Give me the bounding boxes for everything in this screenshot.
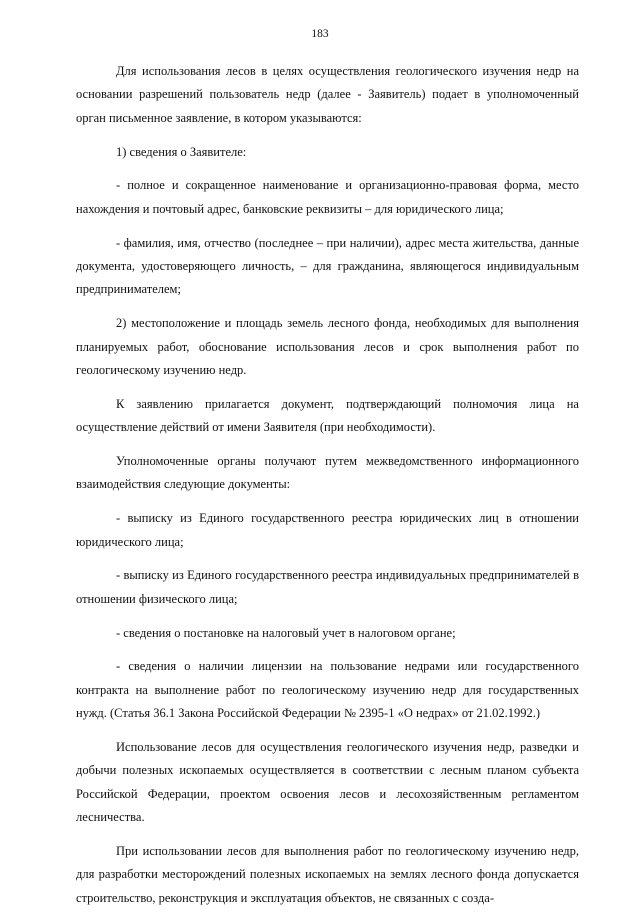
page-number: 183 xyxy=(311,28,329,40)
paragraph-application-intro: Для использования лесов в целях осуществления геологического изучения недр на основании разрешений пользователь недр (далее - Заявитель) подает в уполномоченный орган письменное заявление, в котором указываются: xyxy=(76,64,579,125)
paragraph-legal-entity-register-extract: - выписку из Единого государственного реестра юридических лиц в отношении юридического лица; xyxy=(76,511,579,549)
paragraph-entrepreneur-register-extract: - выписку из Единого государственного реестра индивидуальных предпринимателей в отношении физического лица; xyxy=(76,568,579,606)
paragraph-interagency-documents: Уполномоченные органы получают путем межведомственного информационного взаимодействия следующие документы: xyxy=(76,454,579,492)
document-body xyxy=(76,60,579,921)
paragraph-construction-permission: При использовании лесов для выполнения работ по геологическому изучению недр, для разработки месторождений полезных ископаемых на землях лесного фонда допускается строительство, реконструкция и эксплуатация объектов, не связанных с созда- xyxy=(76,844,579,905)
paragraph-tax-registration: - сведения о постановке на налоговый учет в налоговом органе; xyxy=(116,625,456,640)
paragraph-authority-document: К заявлению прилагается документ, подтверждающий полномочия лица на осуществление действий от имени Заявителя (при необходимости). xyxy=(76,396,579,435)
paragraph-forest-use-compliance: Использование лесов для осуществления геологического изучения недр, разведки и добычи полезных ископаемых осуществляется в соответствии с лесным планом субъекта Российской Федерации, проектом освоения лесов и лесохозяйственным регламентом лесничества. xyxy=(76,740,579,825)
paragraph-location-and-area: 2) местоположение и площадь земель лесного фонда, необходимых для выполнения планируемых работ, обоснование использования лесов и срок выполнения работ по геологическому изучению недр. xyxy=(76,316,579,378)
paragraph-applicant-info-heading: 1) сведения о Заявителе: xyxy=(116,144,247,159)
paragraph-legal-entity-details: - полное и сокращенное наименование и организационно-правовая форма, место нахождения и почтовый адрес, банковские реквизиты – для юридического лица; xyxy=(76,178,579,216)
paragraph-license-info: - сведения о наличии лицензии на пользование недрами или государственного контракта на выполнение работ по геологическому изучению недр для государственных нужд. (Статья 36.1 Закона Российской Федерации № 2395-1 «О недрах» от 21.02.1992.) xyxy=(76,659,579,721)
paragraph-individual-entrepreneur-details: - фамилия, имя, отчество (последнее – при наличии), адрес места жительства, данные документа, удостоверяющего личность, – для гражданина, являющегося индивидуальным предпринимателем; xyxy=(76,235,579,297)
